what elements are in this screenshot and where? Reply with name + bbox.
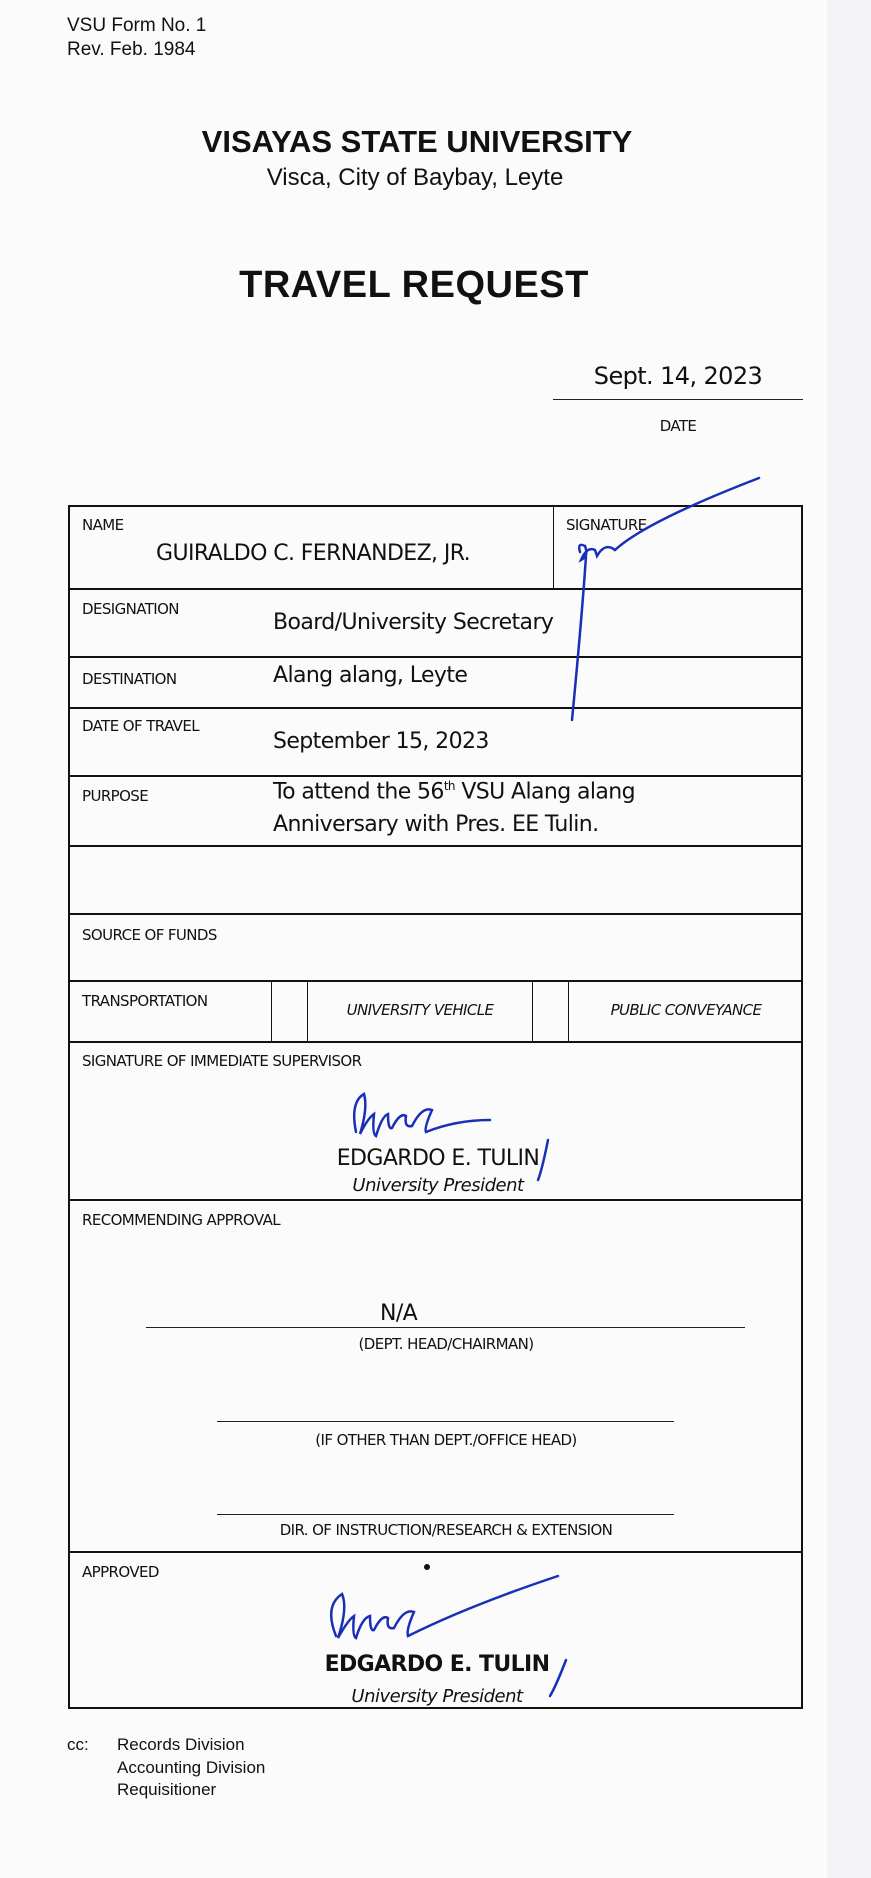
supervisor-position: University President: [352, 1175, 524, 1196]
row-divider: [68, 913, 803, 915]
date-of-travel-value: September 15, 2023: [273, 729, 489, 754]
ordinal-suffix: th: [443, 779, 455, 793]
transportation-label: TRANSPORTATION: [82, 992, 208, 1010]
row-divider: [68, 775, 803, 777]
director-caption: DIR. OF INSTRUCTION/RESEARCH & EXTENSION: [279, 1521, 613, 1539]
name-label: NAME: [82, 516, 124, 534]
form-number: VSU Form No. 1: [67, 15, 207, 36]
purpose-line-1: [273, 779, 635, 804]
designation-label: DESIGNATION: [82, 600, 179, 618]
public-conveyance-checkbox[interactable]: [533, 982, 567, 1040]
approver-position: University President: [351, 1686, 523, 1707]
destination-label: DESTINATION: [82, 670, 177, 688]
column-divider: [568, 980, 569, 1041]
purpose-label: PURPOSE: [82, 787, 149, 805]
supervisor-name: EDGARDO E. TULIN: [336, 1146, 540, 1171]
purpose-text: To attend the 56: [273, 779, 444, 805]
cc-item: Accounting Division: [117, 1758, 266, 1777]
column-divider: [553, 505, 554, 588]
row-divider: [68, 845, 803, 847]
date-of-travel-label: DATE OF TRAVEL: [82, 717, 199, 735]
row-divider: [68, 656, 803, 658]
approver-name: EDGARDO E. TULIN: [324, 1652, 550, 1677]
form-revision: Rev. Feb. 1984: [67, 39, 196, 60]
recommending-approval-label: RECOMMENDING APPROVAL: [82, 1211, 280, 1229]
public-conveyance-option: PUBLIC CONVEYANCE: [610, 1001, 762, 1019]
designation-value: Board/University Secretary: [273, 610, 554, 635]
dept-head-caption: (DEPT. HEAD/CHAIRMAN): [358, 1335, 534, 1353]
row-divider: [68, 1551, 803, 1553]
document-title: TRAVEL REQUEST: [239, 264, 589, 306]
cc-label: cc:: [67, 1735, 89, 1754]
dept-head-line: [146, 1327, 745, 1328]
column-divider: [307, 980, 308, 1041]
university-vehicle-checkbox[interactable]: [272, 982, 306, 1040]
row-divider: [68, 707, 803, 709]
university-name: VISAYAS STATE UNIVERSITY: [201, 124, 633, 159]
other-head-caption: (IF OTHER THAN DEPT./OFFICE HEAD): [315, 1431, 577, 1449]
name-value: GUIRALDO C. FERNANDEZ, JR.: [156, 541, 471, 566]
university-vehicle-option: UNIVERSITY VEHICLE: [346, 1001, 494, 1019]
cc-item: Records Division: [117, 1735, 245, 1754]
approved-label: APPROVED: [82, 1563, 159, 1581]
row-divider: [68, 588, 803, 590]
date-label: DATE: [659, 417, 697, 435]
page-edge-shadow: [827, 0, 871, 1878]
supervisor-label: SIGNATURE OF IMMEDIATE SUPERVISOR: [82, 1052, 362, 1070]
signature-label: SIGNATURE: [566, 516, 647, 534]
date-underline: [553, 399, 803, 400]
cc-item: Requisitioner: [117, 1780, 217, 1799]
row-divider: [68, 1199, 803, 1201]
date-value: Sept. 14, 2023: [593, 362, 763, 390]
row-divider: [68, 1041, 803, 1043]
source-of-funds-label: SOURCE OF FUNDS: [82, 926, 217, 944]
university-address: Visca, City of Baybay, Leyte: [266, 164, 564, 191]
purpose-text: VSU Alang alang: [454, 779, 635, 805]
row-divider: [68, 980, 803, 982]
director-line: [217, 1514, 674, 1515]
other-head-line: [217, 1421, 674, 1422]
dept-head-value: N/A: [380, 1301, 418, 1326]
purpose-line-2: Anniversary with Pres. EE Tulin.: [273, 812, 599, 837]
destination-value: Alang alang, Leyte: [273, 663, 468, 688]
